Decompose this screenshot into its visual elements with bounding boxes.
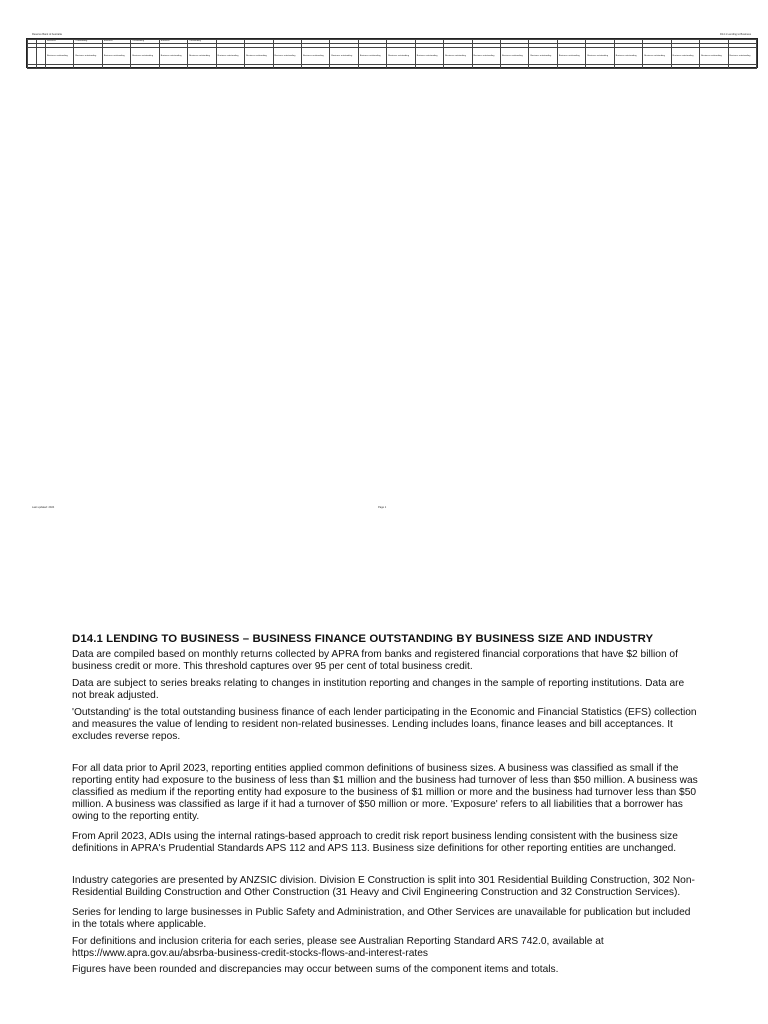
sheet-cell: Business outstanding — [46, 48, 74, 65]
sheet-cell: Business outstanding — [245, 48, 273, 65]
sheet-row — [28, 48, 757, 65]
sheet-cell: Business outstanding — [216, 48, 244, 65]
note-paragraph: From April 2023, ADIs using the internal ratings-based approach to credit risk report business lending consistent with the business size definitions in APRA's Prudential Standards APS 112 and APS 113. Business size definitions for other reporting entities are unchanged. — [72, 831, 678, 854]
sheet-grid — [27, 39, 757, 69]
sheet-cell: Business — [102, 40, 130, 44]
sheet-cell: Business outstanding — [330, 48, 358, 65]
sheet-cell: Business outstanding — [131, 48, 159, 65]
sheet-cell — [28, 48, 37, 65]
sheet-cell: Outstanding — [74, 40, 102, 44]
sheet-cell — [159, 65, 187, 69]
sheet-cell: Business outstanding — [74, 48, 102, 65]
sheet-cell — [472, 65, 500, 69]
sheet-cell — [643, 65, 671, 69]
sheet-cell: Business outstanding — [614, 48, 642, 65]
note-paragraph: For definitions and inclusion criteria for each series, please see Australian Reporting Standard ARS 742.0, available at https://www.apra.gov.au/absrba-business-credit-stocks-flows-and-interest-rates — [72, 936, 604, 959]
notes-title: D14.1 LENDING TO BUSINESS – BUSINESS FINANCE OUTSTANDING BY BUSINESS SIZE AND INDUSTRY — [72, 633, 654, 645]
sheet-cell — [330, 65, 358, 69]
sheet-cell — [131, 65, 159, 69]
sheet-cell: Business outstanding — [529, 48, 557, 65]
sheet-cell: Business outstanding — [415, 48, 443, 65]
sheet-cell: Business outstanding — [444, 48, 472, 65]
sheet-cell: Business outstanding — [586, 48, 614, 65]
sheet-cell: Business outstanding — [472, 48, 500, 65]
sheet-cell — [415, 65, 443, 69]
sheet-cell — [188, 65, 216, 69]
sheet-cell — [358, 65, 386, 69]
sheet-cell: Business — [159, 40, 187, 44]
sheet-cell: Business outstanding — [643, 48, 671, 65]
note-paragraph: Figures have been rounded and discrepancies may occur between sums of the component items and totals. — [72, 964, 559, 975]
note-paragraph: For all data prior to April 2023, reporting entities applied common definitions of business sizes. A business was classified as small if the reporting entity had exposure to the business of less than $1 million and the business had turnover of less than $50 million. A business was classified as medium if the reporting entity had exposure to the business of $1 million or more and the business had turnover less than $50 million. A business was classified as large if it had a turnover of $50 million or more. 'Exposure' refers to all liabilities that a borrower has owing to the reporting entity. — [72, 763, 698, 822]
sheet-cell — [245, 65, 273, 69]
page1-header-left: Reserve Bank of Australia — [32, 33, 62, 36]
page1-footer-right: Page 1 — [378, 506, 387, 509]
sheet-cell — [728, 65, 757, 69]
sheet-cell: Outstanding — [188, 40, 216, 44]
sheet-cell: Business outstanding — [700, 48, 728, 65]
sheet-cell — [74, 65, 102, 69]
sheet-cell — [614, 65, 642, 69]
note-paragraph: Series for lending to large businesses in Public Safety and Administration, and Other Services are unavailable for publication but included in the totals where applicable. — [72, 907, 691, 930]
sheet-cell — [273, 65, 301, 69]
sheet-cell: Business — [46, 40, 74, 44]
sheet-cell: Business outstanding — [273, 48, 301, 65]
notes-section — [72, 633, 768, 976]
sheet-cell — [387, 65, 415, 69]
sheet-cell — [46, 65, 74, 69]
sheet-cell — [586, 65, 614, 69]
sheet-cell: Outstanding — [131, 40, 159, 44]
sheet-cell — [37, 48, 46, 65]
sheet-cell — [671, 65, 699, 69]
sheet-cell — [529, 65, 557, 69]
page1-header-right: D14.1 Lending to Business — [720, 33, 752, 36]
sheet-cell: Business outstanding — [159, 48, 187, 65]
note-paragraph: Data are subject to series breaks relating to changes in institution reporting and changes in the sample of reporting institutions. Data are not break adjusted. — [72, 678, 685, 701]
sheet-cell — [700, 65, 728, 69]
sheet-cell: Business outstanding — [301, 48, 329, 65]
sheet-cell — [37, 65, 46, 69]
sheet-cell — [444, 65, 472, 69]
note-paragraph: 'Outstanding' is the total outstanding business finance of each lender participating in the Economic and Financial Statistics (EFS) collection and measures the value of lending to resident non-related businesses. Lending includes loans, finance leases and bill acceptances. It excludes reverse repos. — [72, 707, 697, 742]
sheet-cell — [216, 65, 244, 69]
sheet-cell: Business outstanding — [188, 48, 216, 65]
sheet-cell: Business outstanding — [671, 48, 699, 65]
sheet-cell: Business outstanding — [501, 48, 529, 65]
sheet-cell: Business outstanding — [358, 48, 386, 65]
sheet-cell — [301, 65, 329, 69]
sheet-cell — [102, 65, 130, 69]
note-paragraph: Data are compiled based on monthly returns collected by APRA from banks and registered financial corporations that have $2 billion of business credit or more. This threshold captures over 95 per cent of total business credit. — [72, 649, 678, 672]
sheet-cell — [501, 65, 529, 69]
note-paragraph: Industry categories are presented by ANZSIC division. Division E Construction is split into 301 Residential Building Construction, 302 Non- Residential Building Construction and Other Construction (31 Heavy and Civil Engineering Construction and 32 Construction Services). — [72, 875, 695, 898]
spreadsheet-table — [26, 38, 758, 68]
sheet-cell — [28, 65, 37, 69]
sheet-row — [28, 65, 757, 69]
sheet-cell: Business outstanding — [557, 48, 585, 65]
sheet-cell: Business outstanding — [102, 48, 130, 65]
sheet-cell: Business outstanding — [387, 48, 415, 65]
sheet-cell — [557, 65, 585, 69]
sheet-cell: Business outstanding — [728, 48, 757, 65]
page1-footer-left: Last updated: 2024 — [32, 506, 55, 509]
